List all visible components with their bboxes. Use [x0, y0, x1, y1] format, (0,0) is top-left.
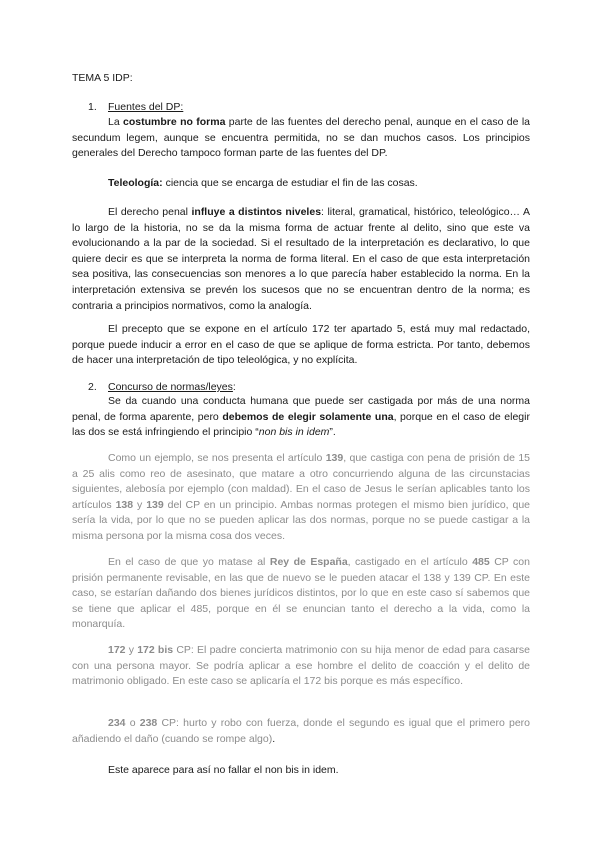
list-number: 1.	[88, 101, 97, 113]
list-number: 2.	[88, 381, 97, 393]
section-1-title: Fuentes del DP:	[108, 101, 184, 113]
paragraph-precepto: El precepto que se expone en el artículo 172 ter apartado 5, está muy mal redactado, porque puede inducir a error en el caso de que se aplique de forma estricta. Por tanto, debemos de hacer una interpretación de tipo teleológica, y no explícita.	[72, 323, 530, 367]
example-article-234: 234 o 238 CP: hurto y robo con fuerza, donde el segundo es igual que el primero pero añadiendo el daño (cuando se rompe algo).	[72, 717, 530, 745]
example-article-485: En el caso de que yo matase al Rey de España, castigado en el artículo 485 CP con prisión permanente revisable, en las que de nuevo se le pueden atacar el 138 y 139 CP. En este caso, se estarían dañando dos bienes jurídicos distintos, por lo que en este caso sí sabemos que se tiene que aplicar el 485, porque en él se enuncian tanto el derecho a la vida, como la monarquía.	[72, 556, 530, 631]
example-article-172: 172 y 172 bis CP: El padre concierta matrimonio con su hija menor de edad para casarse con una persona mayor. Se podría aplicar a ese hombre el delito de coacción y el delito de matrimonio obligado. En este caso se aplicaría el 172 bis porque es más específico.	[72, 644, 530, 688]
document-title: TEMA 5 IDP:	[72, 72, 133, 84]
paragraph-interpretacion: El derecho penal influye a distintos niveles: literal, gramatical, histórico, teleológico… A lo largo de la historia, no se da la misma forma de actuar frente al delito, sino que este va evolucionando a la par de la sociedad. Si el resultado de la interpretación es declarativo, lo que quiere decir es que se interpreta la norma de forma literal. En el caso de que esta interpretación sea positiva, las consecuencias son menores a lo que parecía haber establecido la norma. En la interpretación extensiva se prevén los sucesos que no se encuentran dentro de la norma; es contraria a principios normativos, como la analogía.	[72, 206, 530, 312]
closing-note: Este aparece para así no fallar el non bis in idem.	[108, 764, 339, 776]
section-2-heading: 2. Concurso de normas/leyes:	[88, 381, 236, 393]
paragraph-concurso: Se da cuando una conducta humana que puede ser castigada por más de una norma penal, de forma aparente, pero debemos de elegir solamente una, porque en el caso de elegir las dos se está infringiendo el principio “non bis in idem”.	[72, 395, 530, 439]
example-article-139: Como un ejemplo, se nos presenta el artículo 139, que castiga con pena de prisión de 15 a 25 alis como reo de asesinato, que matare a otro concurriendo alguna de las circunstacias siguientes, alebosía por ejemplo (con maldad). En el caso de Jesus le serían aplicables tanto los artículos 138 y 139 del CP en un principio. Ambas normas protegen el mismo bien jurídico, que sería la vida, por lo que no se pueden aplicar las dos normas, porque no se puede castigar a la misma persona por la misma cosa dos veces.	[72, 452, 531, 542]
section-2-title: Concurso de normas/leyes	[108, 381, 233, 393]
section-1-heading	[88, 101, 183, 113]
paragraph-fuentes: La costumbre no forma parte de las fuentes del derecho penal, aunque en el caso de la secundum legem, aunque se encuentra permitida, no se dan muchos casos. Los principios generales del Derecho tampoco forman parte de las fuentes del DP.	[72, 116, 530, 160]
paragraph-teleologia: Teleología: ciencia que se encarga de estudiar el fin de las cosas.	[108, 177, 418, 189]
